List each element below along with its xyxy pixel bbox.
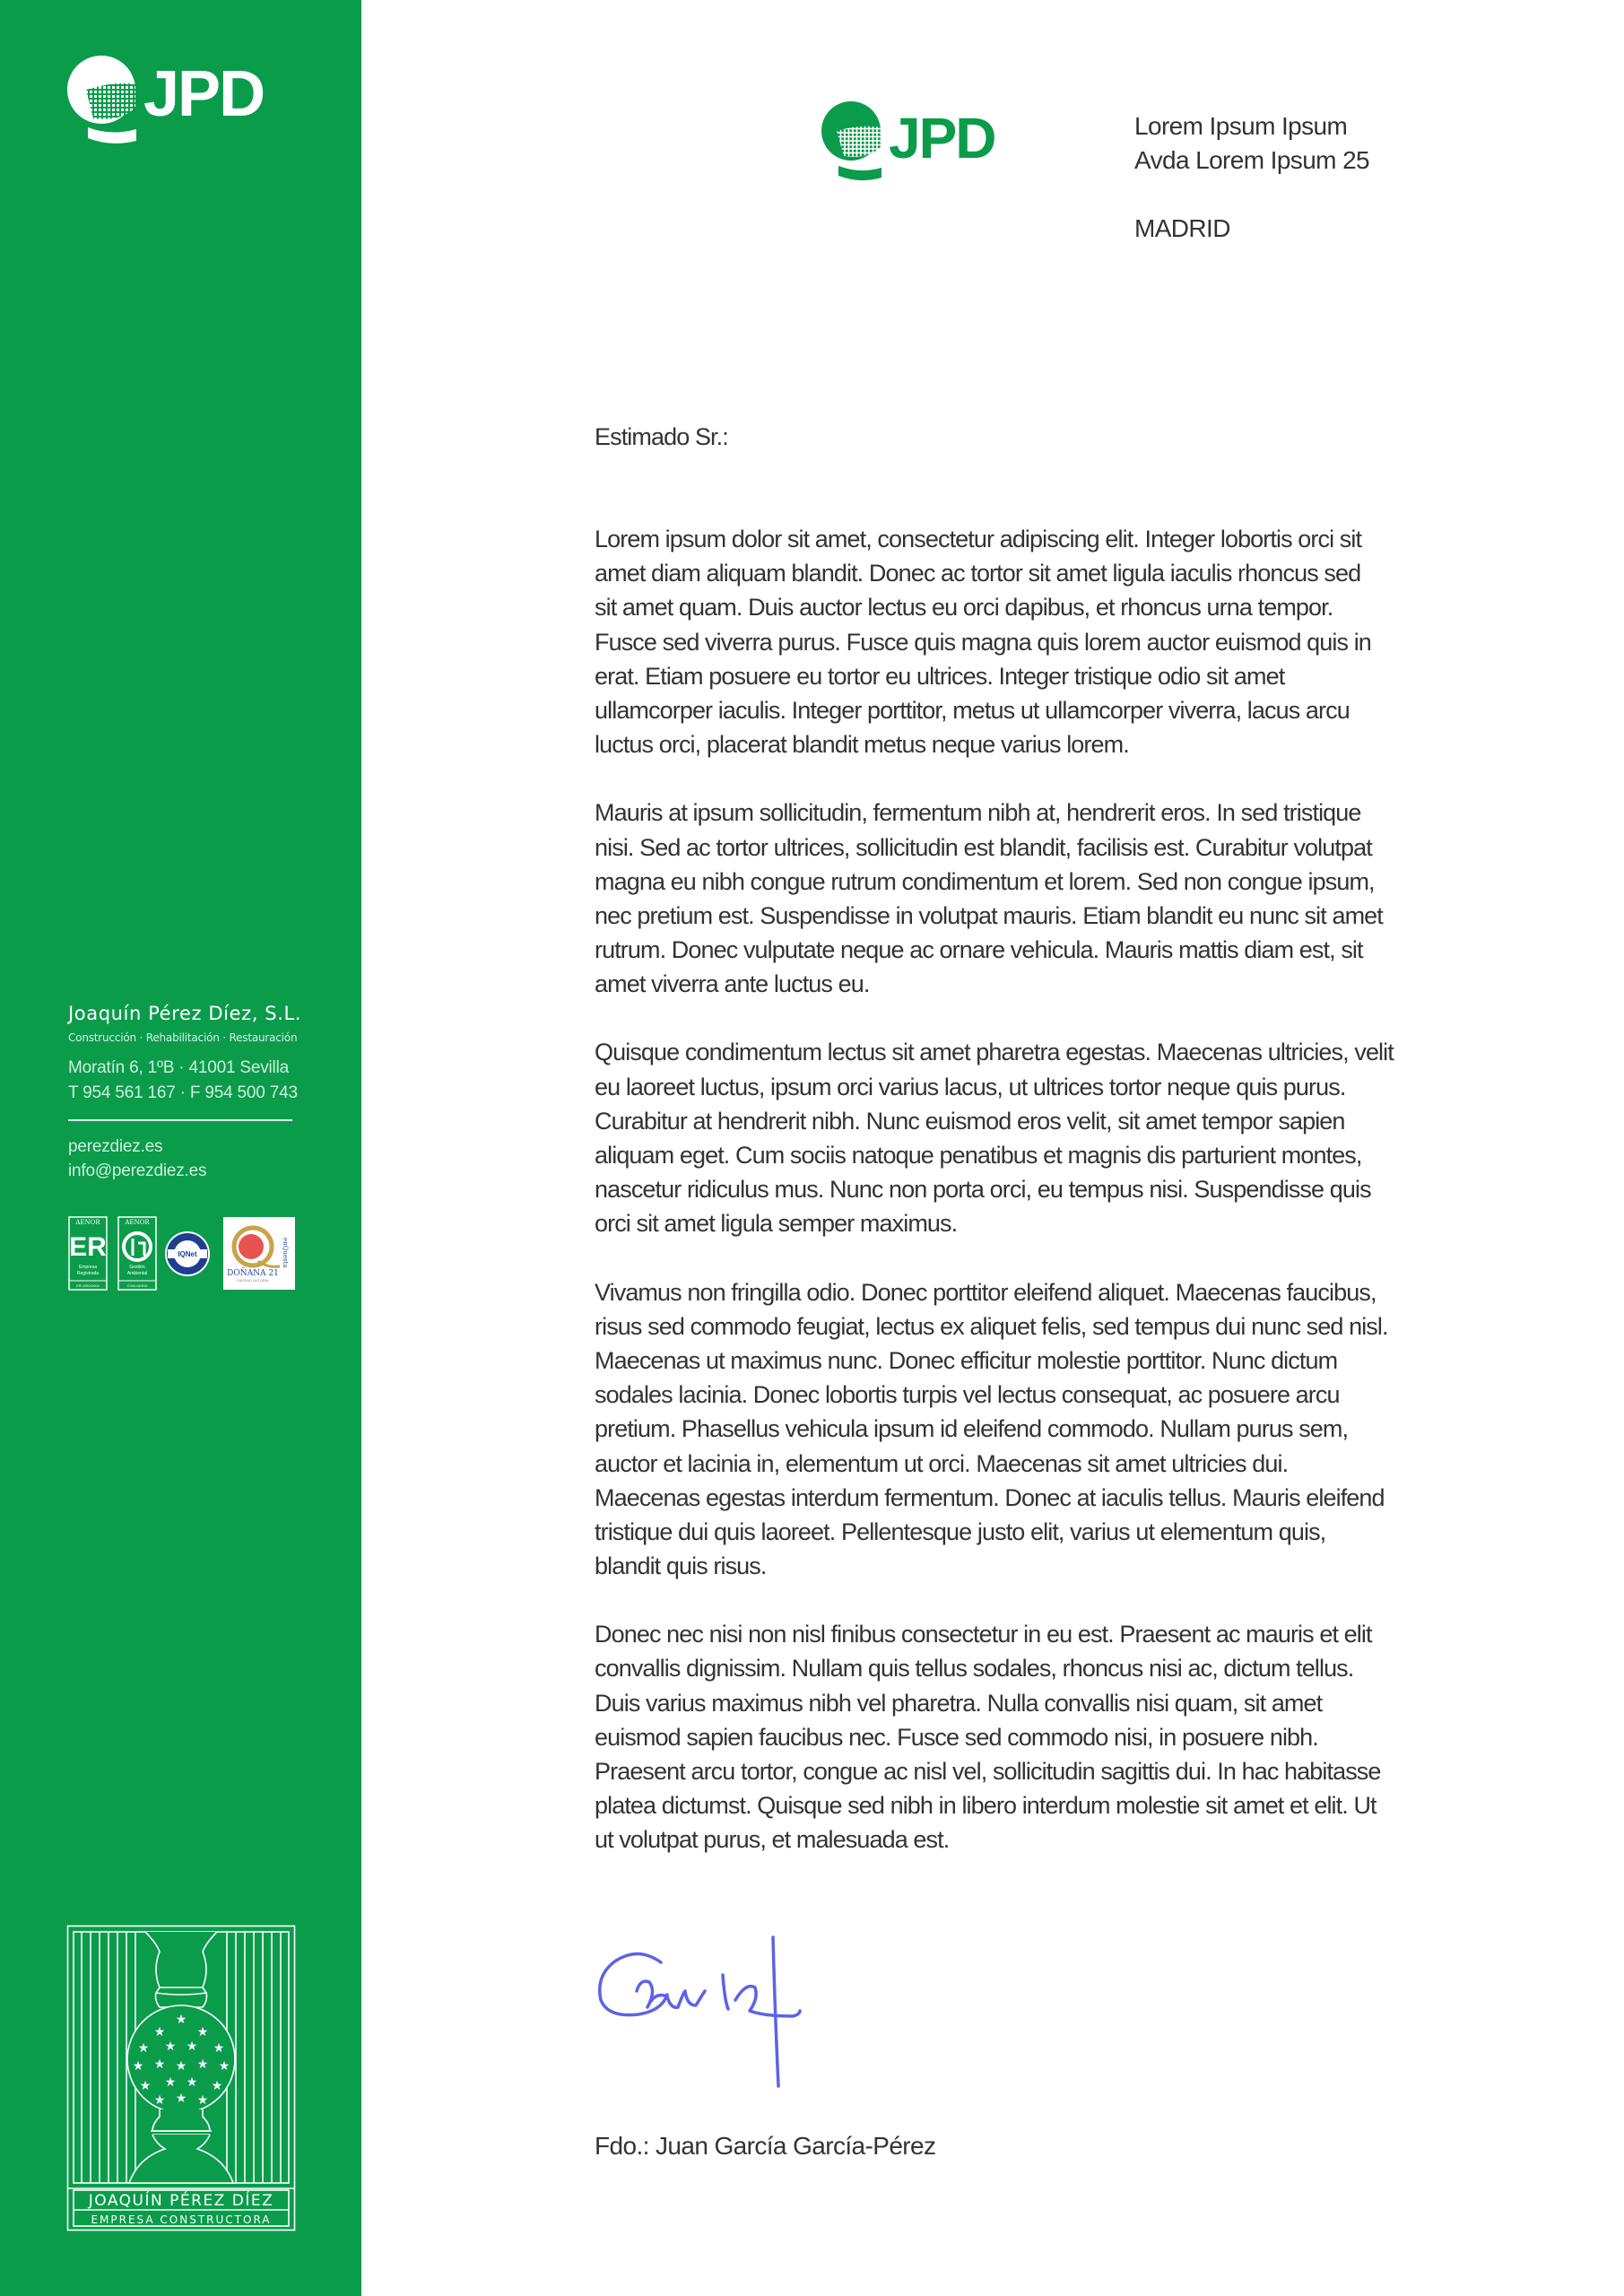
text-line: erat. Etiam posuere eu tortor eu ultrices. Integer tristique odio sit amet	[595, 662, 1285, 690]
text-line: risus sed commodo feugiat, lectus ex aliquet felis, sed tempus dui nunc sed nisl.	[595, 1312, 1388, 1340]
company-email-link[interactable]: info@perezdiez.es	[68, 1161, 207, 1180]
svg-text:★: ★	[186, 2039, 198, 2054]
svg-text:JPD: JPD	[889, 106, 995, 170]
paragraph-5	[595, 1617, 1491, 1857]
text-line: rutrum. Donec vulputate neque ac ornare vehicula. Mauris mattis diam est, sit	[595, 936, 1363, 964]
text-line: ut volutpat purus, et malesuada est.	[595, 1826, 950, 1854]
text-line: Maecenas ut maximus nunc. Donec efficitur molestie porttitor. Nunc dictum	[595, 1346, 1338, 1374]
text-line: Praesent arcu tortor, congue ac nisl vel, sollicitudin sagittis dui. In hac habitasse	[595, 1758, 1381, 1785]
paragraph-4	[595, 1275, 1491, 1584]
signed-by: Fdo.: Juan García García-Pérez	[595, 2132, 936, 2160]
svg-text:★: ★	[153, 2093, 166, 2108]
svg-text:★: ★	[139, 2079, 152, 2093]
text-line: luctus orci, placerat blandit metus neque varius lorem.	[595, 731, 1129, 759]
text-line: Curabitur at hendrerit nibh. Nunc euismod eros velit, sit amet tempor sapien	[595, 1107, 1345, 1135]
svg-text:ER: ER	[69, 1232, 107, 1262]
donana-21-badge-icon	[223, 1217, 295, 1290]
svg-text:★: ★	[196, 2025, 209, 2039]
svg-text:ER-1552/2004: ER-1552/2004	[76, 1283, 100, 1288]
company-address: Moratín 6, 1ºB · 41001 Sevilla	[68, 1058, 289, 1077]
company-name: Joaquín Pérez Díez, S.L.	[68, 1003, 302, 1024]
text-line: sit amet quam. Duis auctor lectus eu orci dapibus, et rhoncus urna tempor.	[595, 594, 1333, 622]
svg-text:AENOR: AENOR	[125, 1219, 150, 1226]
recipient-line-1: Lorem Ipsum Ipsum	[1134, 112, 1348, 140]
svg-text:★: ★	[175, 2059, 187, 2074]
svg-text:★: ★	[196, 2093, 209, 2108]
text-line: platea dictumst. Quisque sed nibh in libero interdum molestie sit amet et elit. Ut	[595, 1792, 1376, 1820]
text-line: Vivamus non fringilla odio. Donec porttitor eleifend aliquet. Maecenas faucibus,	[595, 1278, 1376, 1306]
svg-text:JOAQUÍN PÉREZ DÍEZ: JOAQUÍN PÉREZ DÍEZ	[88, 2192, 274, 2210]
text-line: nec pretium est. Suspendisse in volutpat mauris. Etiam blandit eu nunc sit amet	[595, 901, 1383, 929]
recipient-city: MADRID	[1134, 214, 1230, 242]
svg-text:Gestión: Gestión	[129, 1265, 145, 1270]
aenor-ga-badge-icon	[118, 1217, 156, 1290]
text-line: amet diam aliquam blandit. Donec ac tortor sit amet ligula iaculis rhoncus sed	[595, 560, 1361, 587]
text-line: Fusce sed viverra purus. Fusce quis magna quis lorem auctor euismod quis in	[595, 628, 1371, 656]
text-line: Duis varius maximus nibh vel pharetra. Nulla convallis nisi quam, sit amet	[595, 1689, 1323, 1717]
svg-text:★: ★	[218, 2059, 230, 2074]
recipient-line-2: Avda Lorem Ipsum 25	[1134, 146, 1370, 174]
text-line: pretium. Phasellus vehicula ipsum id eleifend commodo. Nullam purus sem,	[595, 1415, 1349, 1443]
svg-text:★: ★	[164, 2075, 177, 2090]
aenor-er-badge-icon	[69, 1217, 107, 1290]
svg-text:★: ★	[175, 2092, 187, 2106]
text-line: aliquam eget. Cum sociis natoque penatibus et magnis dis parturient montes,	[595, 1142, 1362, 1169]
text-line: blandit quis risus.	[595, 1552, 767, 1580]
text-line: Donec nec nisi non nisl finibus consectetur in eu est. Praesent ac mauris et elit	[595, 1621, 1372, 1648]
text-line: euismod sapien faucibus nec. Fusce sed commodo nisi, in posuere nibh.	[595, 1723, 1318, 1751]
svg-text:DOÑANA 21: DOÑANA 21	[227, 1269, 279, 1278]
text-line: Maecenas egestas interdum fermentum. Donec at iaculis tellus. Mauris eleifend	[595, 1483, 1385, 1511]
text-line: ullamcorper iaculis. Integer porttitor, metus ut ullamcorper viverra, lacus arcu	[595, 696, 1350, 724]
letter-greeting: Estimado Sr.:	[595, 423, 728, 450]
text-line: auctor et lacinia in, elementum ut orci. Maecenas sit amet ultricies dui.	[595, 1449, 1289, 1477]
text-line: Mauris at ipsum sollicitudin, fermentum nibh at, hendrerit eros. In sed tristique	[595, 799, 1361, 827]
text-line: Quisque condimentum lectus sit amet pharetra egestas. Maecenas ultricies, velit	[595, 1039, 1394, 1066]
company-phones: T 954 561 167 · F 954 500 743	[68, 1083, 298, 1102]
text-line: sodales lacinia. Donec lobortis turpis vel lectus consequat, ac posuere arcu	[595, 1381, 1340, 1409]
text-line: Lorem ipsum dolor sit amet, consectetur adipiscing elit. Integer lobortis orci sit	[595, 526, 1362, 552]
svg-text:Ambiental: Ambiental	[126, 1271, 148, 1276]
paragraph-2	[595, 796, 1491, 1001]
svg-text:★: ★	[132, 2059, 144, 2074]
text-line: tristique dui quis laoreet. Pellentesque justo elit, varius ut elementum quis,	[595, 1518, 1326, 1545]
svg-text:CGM-04/515: CGM-04/515	[126, 1283, 148, 1288]
svg-text:Registrada: Registrada	[76, 1271, 100, 1276]
svg-text:★: ★	[153, 2057, 166, 2072]
svg-text:★: ★	[211, 2079, 223, 2093]
svg-text:★: ★	[213, 2041, 225, 2056]
svg-text:★: ★	[164, 2039, 177, 2054]
sidebar	[0, 0, 361, 2296]
iqnet-badge-icon	[166, 1232, 209, 1275]
paragraph-3	[595, 1035, 1491, 1240]
svg-text:IQNet: IQNet	[178, 1250, 197, 1258]
svg-text:★: ★	[196, 2057, 209, 2072]
handwritten-signature-icon	[585, 1928, 827, 2094]
svg-text:★: ★	[137, 2041, 150, 2056]
text-line: eu laoreet luctus, ipsum orci varius lacus, ut ultrices tortor neque quis purus.	[595, 1073, 1346, 1100]
text-line: convallis dignissim. Nullam quis tellus sodales, rhoncus nisi ac, dictum tellus.	[595, 1655, 1354, 1683]
certification-badges	[68, 1216, 296, 1292]
svg-text:★: ★	[175, 2013, 187, 2027]
company-website-link[interactable]: perezdiez.es	[68, 1137, 163, 1156]
text-line: nascetur ridiculus mus. Nunc non porta orci, eu tempus nisi. Suspendisse quis	[595, 1176, 1371, 1204]
text-line: magna eu nibh congue rutrum condimentum et lorem. Sed non congue ipsum,	[595, 867, 1375, 895]
svg-text:★: ★	[153, 2025, 166, 2039]
company-tagline: Construcción · Rehabilitación · Restauración	[68, 1031, 298, 1044]
text-line: nisi. Sed ac tortor ultrices, sollicitudin est blandit, facilisis est. Curabitur volutpat	[595, 833, 1372, 861]
svg-text:Empresa: Empresa	[78, 1265, 98, 1270]
svg-text:CALIDAD NATURAL: CALIDAD NATURAL	[236, 1278, 270, 1283]
svg-text:enQuesta: enQuesta	[282, 1238, 289, 1268]
jpd-logo-icon	[66, 54, 300, 144]
text-line: amet viverra ante luctus eu.	[595, 970, 870, 998]
letter-body	[595, 420, 1491, 1892]
svg-text:★: ★	[186, 2075, 198, 2090]
jpd-header-logo-icon	[821, 100, 1027, 183]
svg-text:EMPRESA CONSTRUCTORA: EMPRESA CONSTRUCTORA	[91, 2213, 272, 2226]
svg-text:JPD: JPD	[143, 58, 265, 130]
company-emblem-icon	[66, 1925, 296, 2231]
paragraph-1	[595, 522, 1491, 761]
svg-text:AENOR: AENOR	[75, 1219, 100, 1226]
text-line: orci sit amet ligula semper maximus.	[595, 1210, 958, 1238]
sidebar-divider	[68, 1119, 292, 1121]
recipient-address	[1134, 109, 1369, 246]
